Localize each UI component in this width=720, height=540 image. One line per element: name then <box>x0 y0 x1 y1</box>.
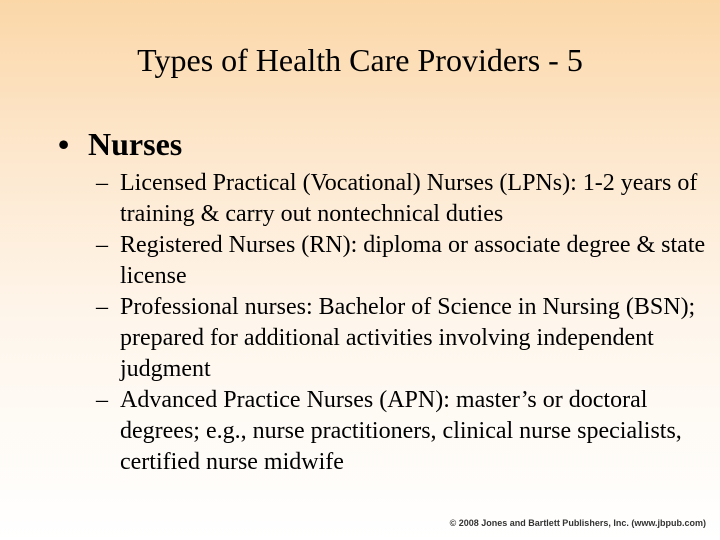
sub-bullet-item <box>96 168 716 230</box>
sub-bullet-text: Registered Nurses (RN): diploma or associate degree & state license <box>120 232 706 289</box>
main-bullet <box>58 124 182 164</box>
sub-bullet-item <box>96 230 716 292</box>
sub-bullet-text: Licensed Practical (Vocational) Nurses (LPNs): 1-2 years of training & carry out nontechnical duties <box>120 170 698 227</box>
sub-bullet-text: Professional nurses: Bachelor of Science in Nursing (BSN); prepared for additional activities involving independent judgment <box>120 294 696 382</box>
sub-bullet-item <box>96 385 716 478</box>
dash-symbol: – <box>96 170 108 196</box>
dash-symbol: – <box>96 294 108 320</box>
bullet-label: Nurses <box>88 126 183 162</box>
copyright-footer: © 2008 Jones and Bartlett Publishers, Inc. (www.jbpub.com) <box>449 518 706 528</box>
bullet-symbol: • <box>58 126 70 162</box>
sub-bullet-list <box>96 168 716 478</box>
sub-bullet-item <box>96 292 716 385</box>
sub-bullet-text: Advanced Practice Nurses (APN): master’s or doctoral degrees; e.g., nurse practitioners, clinical nurse specialists, certified nurse midwife <box>120 387 682 475</box>
dash-symbol: – <box>96 232 108 258</box>
slide-title: Types of Health Care Providers - 5 <box>137 42 583 78</box>
dash-symbol: – <box>96 387 108 413</box>
